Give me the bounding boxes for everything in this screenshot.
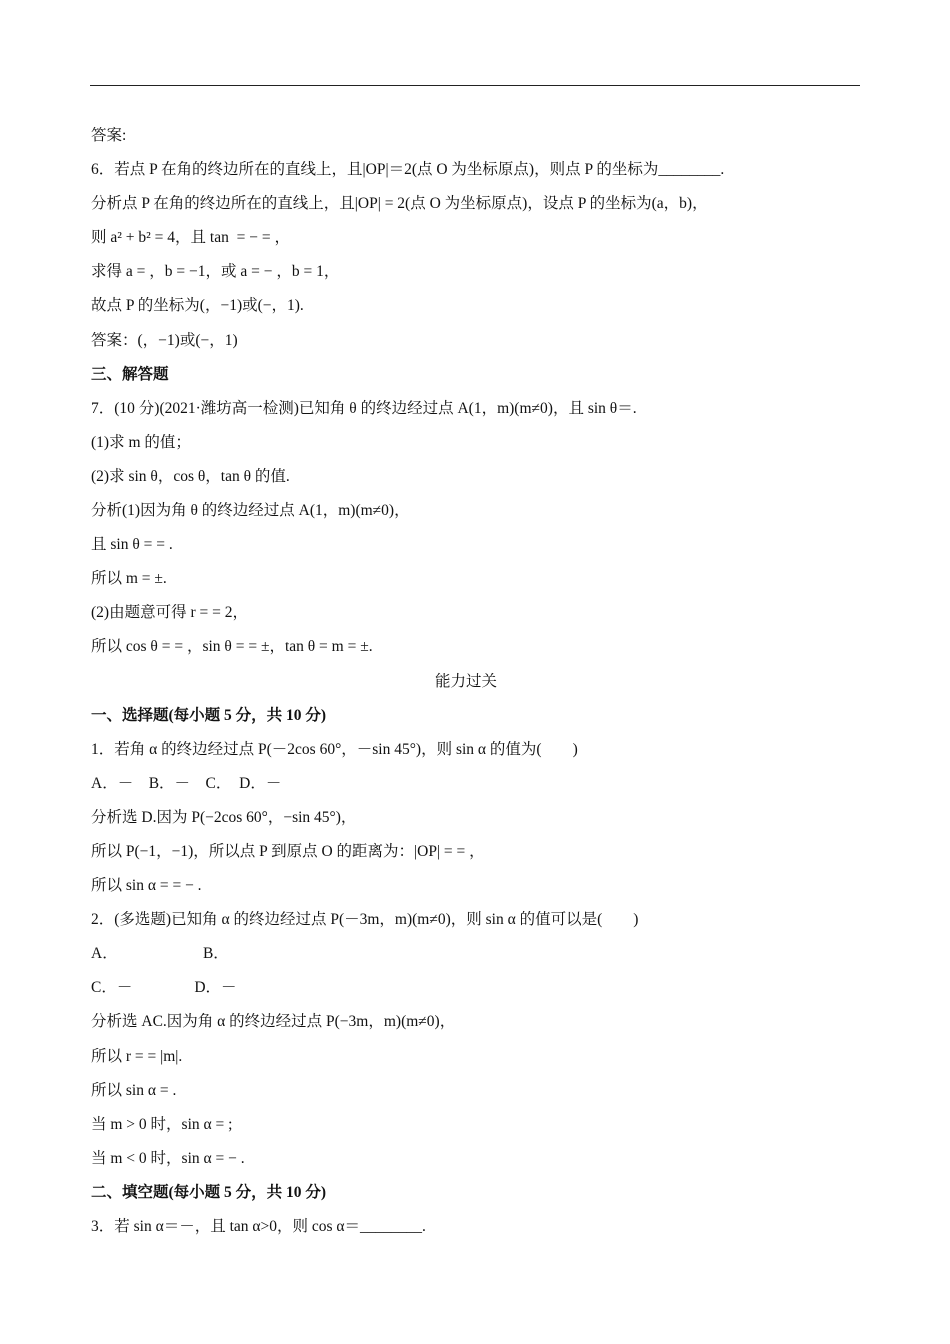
line-analysis-6-3: 求得 a = ，b = −1，或 a = − ，b = 1， [91, 263, 340, 281]
line-analysis-7-2: 且 sin θ = = . [91, 536, 173, 554]
line-analysis-6-2: 则 a² + b² = 4，且 tan = − = ， [91, 229, 290, 247]
line-analysis-7-3: 所以 m = ±. [91, 570, 167, 588]
line-section-2-heading: 二、填空题(每小题 5 分，共 10 分) [91, 1183, 327, 1201]
line-answer-label-5: 答案: [91, 127, 127, 144]
line-analysis-6-1: 分析点 P 在角的终边所在的直线上，且|OP| = 2(点 O 为坐标原点)，设点 P 的坐标为(a，b)， [91, 195, 708, 213]
line-question-7-part-1: (1)求 m 的值； [91, 433, 191, 451]
line-section-3-heading: 三、解答题 [91, 365, 169, 383]
line-section-1-heading: 一、选择题(每小题 5 分，共 10 分) [91, 706, 327, 724]
line-analysis-6-4: 故点 P 的坐标为(，−1)或(−，1). [91, 297, 304, 315]
line-question-3: 3．若 sin α＝－，且 tan α>0，则 cos α＝________. [91, 1218, 426, 1235]
line-question-7-part-2: (2)求 sin θ，cos θ，tan θ 的值. [91, 467, 290, 485]
line-question-6: 6．若点 P 在角的终边所在的直线上，且|OP|＝2(点 O 为坐标原点)，则点 P 的坐标为________. [91, 161, 725, 179]
line-analysis-1-2: 所以 P(−1，−1)，所以点 P 到原点 O 的距离为：|OP| = = ， [91, 842, 485, 860]
line-options-2-cd: C．－ D．－ [91, 979, 237, 997]
line-analysis-2-5: 当 m < 0 时，sin α = − . [91, 1149, 245, 1167]
line-question-1: 1．若角 α 的终边经过点 P(－2cos 60°，－sin 45°)，则 sin α 的值为( ) [91, 740, 578, 758]
line-options-1: A．－ B．－ C． D．－ [91, 774, 282, 792]
line-answer-6: 答案：(，−1)或(−，1) [91, 331, 238, 349]
line-analysis-1-3: 所以 sin α = = − . [91, 877, 202, 895]
line-analysis-7-4: (2)由题意可得 r = = 2， [91, 604, 248, 622]
document-body [91, 119, 861, 1244]
line-options-2-ab: A． B． [91, 945, 229, 963]
line-question-7: 7．(10 分)(2021·潍坊高一检测)已知角 θ 的终边经过点 A(1，m)(m≠0)，且 sin θ＝. [91, 399, 637, 417]
line-analysis-2-3: 所以 sin α = . [91, 1081, 177, 1099]
header-rule [90, 85, 860, 86]
line-analysis-7-1: 分析(1)因为角 θ 的终边经过点 A(1，m)(m≠0)， [91, 502, 410, 520]
line-analysis-2-2: 所以 r = = |m|. [91, 1047, 183, 1065]
line-analysis-2-4: 当 m > 0 时，sin α = ; [91, 1115, 233, 1133]
line-analysis-2-1: 分析选 AC.因为角 α 的终边经过点 P(−3m，m)(m≠0)， [91, 1013, 456, 1031]
line-analysis-7-5: 所以 cos θ = = ，sin θ = = ±，tan θ = m = ±. [91, 638, 373, 656]
line-question-2: 2．(多选题)已知角 α 的终边经过点 P(－3m，m)(m≠0)，则 sin α 的值可以是( ) [91, 911, 639, 929]
line-part-title: 能力过关 [434, 672, 497, 690]
line-analysis-1-1: 分析选 D.因为 P(−2cos 60°，−sin 45°)， [91, 808, 357, 826]
